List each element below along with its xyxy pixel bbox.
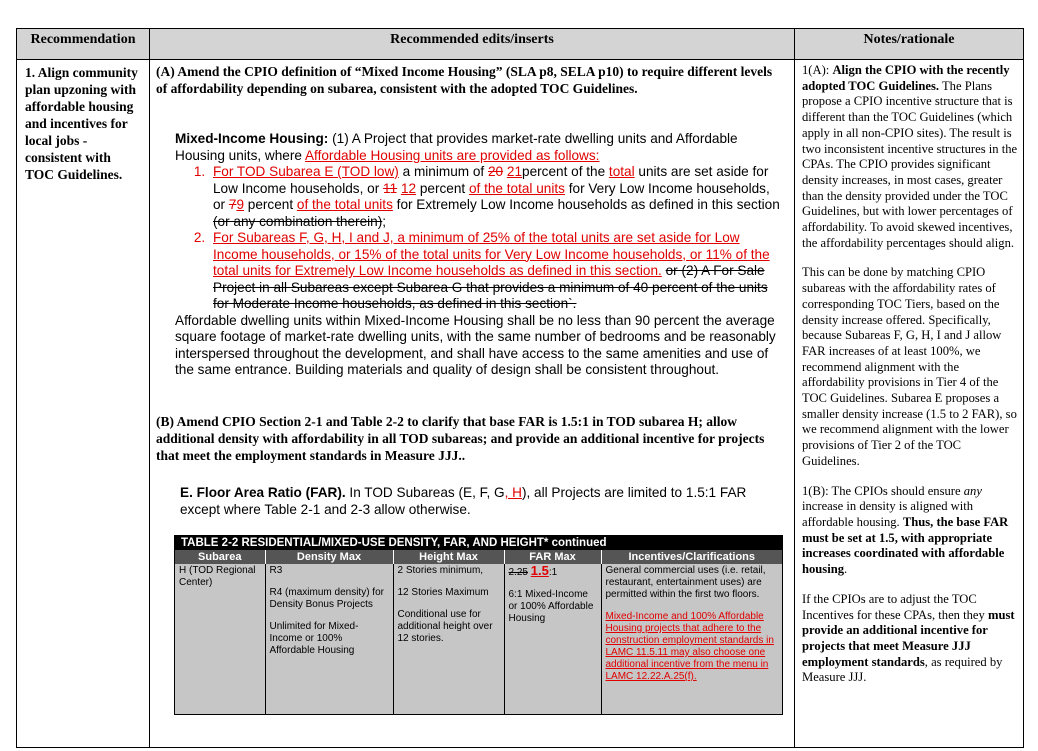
table-caption: TABLE 2-2 RESIDENTIAL/MIXED-USE DENSITY, FAR, AND HEIGHT* continued — [175, 536, 782, 550]
text: increase in density is aligned with affordable housing. — [802, 499, 974, 529]
deleted-text: 2.25 — [508, 567, 528, 578]
th-height: Height Max — [393, 550, 504, 564]
insert-text: , H — [504, 485, 522, 500]
text: for Extremely Low Income households as defined in this section — [392, 197, 780, 212]
deleted-text: 7 — [228, 197, 237, 212]
text: In TOD Subareas (E, F, G — [345, 485, 505, 500]
deleted-text: or (2) A For Sale Project in all Subareas except Subarea G that provides a minimum of 40 percent of the units for Moderate Income households, as defined in this section`. — [213, 263, 768, 311]
th-subarea: Subarea — [175, 550, 265, 564]
text: General commercial uses (i.e. retail, restaurant, entertainment uses) are permitted within the first two floors. — [605, 565, 766, 600]
text: 12 Stories Maximum — [397, 587, 489, 598]
insert-text: For Subareas F, G, H, I and J, a minimum of 25% of the total units are set aside for Low Income households, or 15% of the total units for Very Low Income households, or 11% of the total units for Extremely Low Income households as defined in this section. — [213, 230, 770, 278]
text: ; — [382, 213, 387, 229]
text: 1(A): — [802, 63, 833, 77]
note-1a-continued: This can be done by matching CPIO subareas with the affordability rates of corresponding TOC Tiers, based on the density increase offered. Specifically, because Subareas F, G, H, I and J allow FAR increases of at least 100%, we recommend alignment with the affordability provisions in Tier 4 of the TOC Guidelines. Subarea E proposes a smaller density increase (1.5 to 2 FAR), so we recommend alignment with the lower provisions of Tier 2 of the TOC Guidelines. — [802, 265, 1017, 468]
mixed-income-closing: Affordable dwelling units within Mixed-Income Housing shall be no less than 90 percent the average square footage of market-rate dwelling units, with the same number of bedrooms and be reasonably interspersed throughout the development, and shall have access to the same amenities and use of the same entrance. Building materials and quality of design shall be consistent throughout. — [175, 312, 776, 377]
text: R3 — [269, 565, 283, 576]
recommendation-table — [16, 28, 1024, 748]
text: percent — [416, 180, 469, 196]
section-b-heading: (B) Amend CPIO Section 2-1 and Table 2-2 to clarify that base FAR is 1.5:1 in TOD subarea H; allow additional density with affordability in all TOD subareas; and provide an additional incentive for projects that meet the employment standards in Measure JJJ.. — [156, 414, 765, 463]
insert-text: 12 — [400, 180, 417, 196]
text: a minimum of — [398, 164, 488, 179]
note-1a — [802, 63, 1018, 251]
text: ), all Projects are limited to 1.5:1 FAR except where Table 2-1 and 2-3 allow otherwise. — [180, 485, 747, 517]
text: percent of the — [522, 164, 609, 179]
note-1b-continued — [802, 592, 1018, 686]
th-density: Density Max — [265, 550, 393, 564]
text: . — [844, 562, 848, 577]
insert-text: 21 — [506, 164, 523, 179]
list-item-subareas-fghij — [209, 230, 785, 313]
deleted-text: 20 — [487, 164, 504, 179]
text: for Very Low Income households, or — [213, 180, 770, 212]
insert-text: of the total units — [296, 197, 393, 212]
insert-text: total — [608, 164, 635, 179]
text: must provide an additional incentive for projects that meet Measure JJJ employment standards — [802, 607, 1015, 669]
text: Align the CPIO with the recently adopted TOC Guidelines. — [802, 63, 1010, 93]
header-edits: Recommended edits/inserts — [150, 29, 794, 60]
note-1b — [802, 484, 1018, 578]
mixed-income-term: Mixed-Income Housing: — [175, 131, 329, 146]
cell-subarea: H (TOD Regional Center) — [175, 564, 265, 714]
mixed-income-intro-insert: Affordable Housing units are provided as follows: — [304, 147, 600, 163]
list-item-subarea-e — [209, 164, 785, 230]
deleted-text: 11 — [383, 180, 398, 196]
section-a-heading: (A) Amend the CPIO definition of “Mixed Income Housing” (SLA p8, SELA p10) to require different levels of affordability depending on subarea, consistent with the adopted TOC Guidelines. — [156, 64, 773, 96]
insert-text: 9 — [236, 197, 244, 212]
mixed-income-intro: (1) A Project that provides market-rate dwelling units and Affordable Housing units, where — [175, 131, 738, 163]
far-paragraph — [180, 484, 780, 518]
th-incentives: Incentives/Clarifications — [601, 550, 782, 564]
text: 1(B): The CPIOs should ensure — [802, 483, 964, 498]
text: R4 (maximum density) for Density Bonus Projects — [269, 587, 384, 610]
text: :1 — [548, 567, 558, 578]
text: If the CPIOs are to adjust the TOC Incentives for these CPAs, then they — [802, 591, 988, 622]
cell-height — [393, 564, 504, 714]
cell-density — [265, 564, 393, 714]
text: Thus, the base FAR must be set at 1.5, with appropriate increases coordinated with affordable housing — [802, 514, 1009, 577]
text: percent — [244, 197, 297, 212]
table-2-2 — [174, 535, 783, 715]
th-far: FAR Max — [504, 550, 601, 564]
insert-text: of the total units — [468, 180, 565, 196]
text: Conditional use for additional height over 12 stories. — [397, 609, 493, 644]
text: Unlimited for Mixed-Income or 100% Affordable Housing — [269, 621, 359, 656]
notes-text — [802, 63, 1018, 700]
edits-column — [150, 29, 795, 747]
text: The Plans propose a CPIO incentive structure that is different than the TOC Guidelines (which apply in all non-CPIO sites). The result is two inconsistent incentive structures in the CPAs. The CPIO provides significant density increases, in most cases, greater than the density provided under the TOC Guidelines, but with lower percentages of affordability. To avoid skewed incentives, the affordability percentages should align. — [802, 78, 1018, 250]
recommendation-text: 1. Align community plan upzoning with affordable housing and incentives for local jobs - consistent with TOC Guidelines. — [25, 65, 138, 182]
table-header-row — [175, 550, 782, 564]
insert-text: Mixed-Income and 100% Affordable Housing projects that adhere to the construction employment standards in LAMC 11.5.11 may also choose one additional incentive from the menu in LAMC 12.22.A.25(f). — [605, 611, 774, 682]
text: 6:1 Mixed-Income or 100% Affordable Housing — [508, 589, 594, 624]
text: units are set aside for Low Income households, or — [213, 164, 769, 196]
text: , as required by Measure JJJ. — [802, 654, 1003, 685]
insert-text: 1.5 — [530, 563, 549, 578]
notes-column — [795, 29, 1023, 747]
cell-far — [504, 564, 601, 714]
cell-incentives — [601, 564, 782, 714]
text: any — [963, 483, 982, 498]
header-recommendation: Recommendation — [17, 29, 149, 60]
insert-text: For TOD Subarea E (TOD low) — [213, 164, 399, 179]
text: 2 Stories minimum, — [397, 565, 484, 576]
deleted-text: (or any combination therein) — [213, 213, 383, 229]
table-row — [175, 564, 782, 714]
far-label: E. Floor Area Ratio (FAR). — [180, 485, 346, 500]
recommendation-column — [17, 29, 150, 747]
mixed-income-definition — [175, 131, 785, 379]
header-notes: Notes/rationale — [795, 29, 1023, 60]
